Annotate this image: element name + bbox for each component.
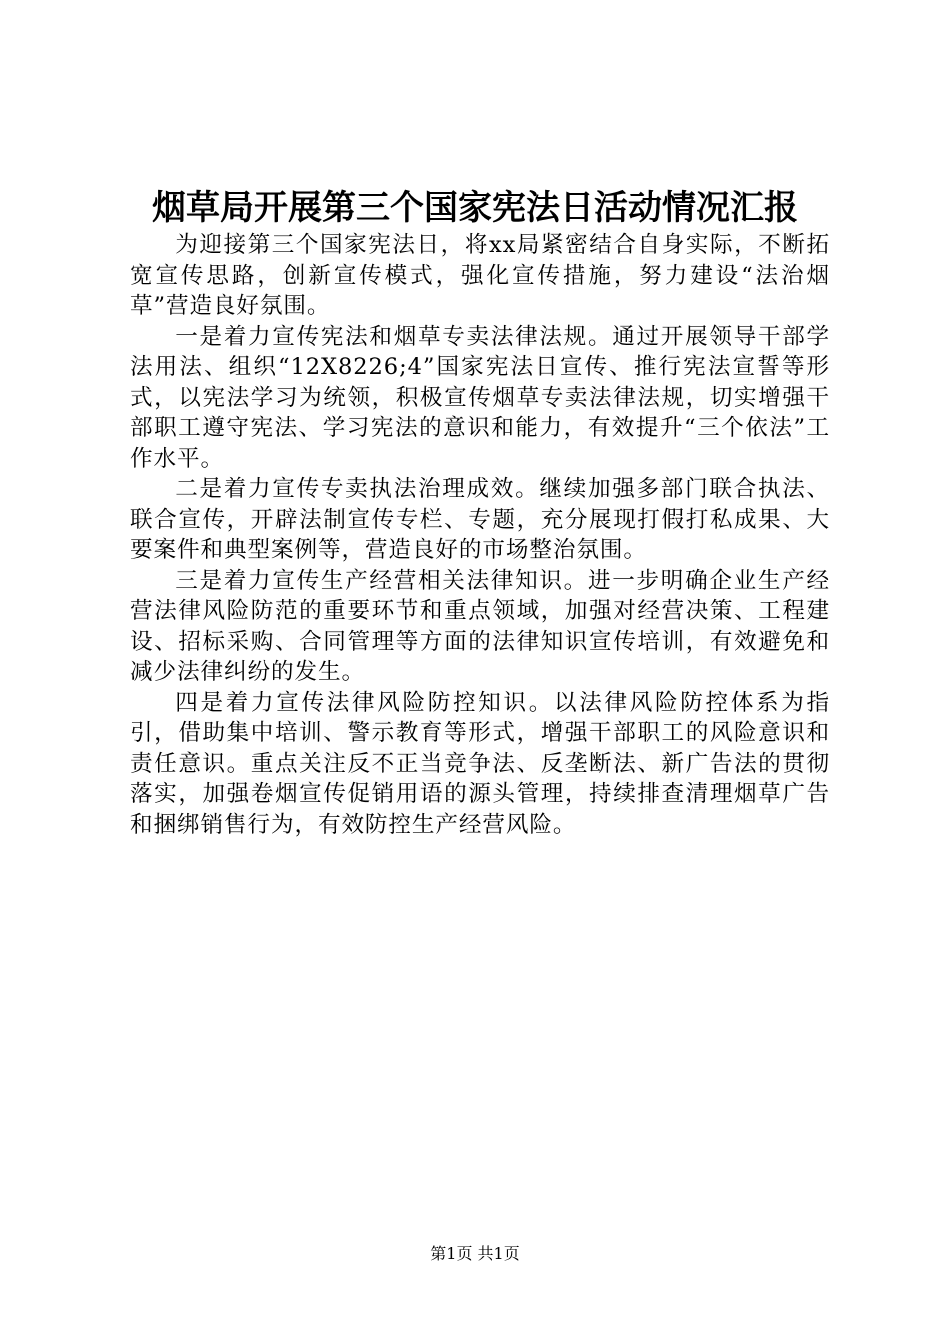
paragraph-point-3: 三是着力宣传生产经营相关法律知识。进一步明确企业生产经营法律风险防范的重要环节和重点领域，加强对经营决策、工程建设、招标采购、合同管理等方面的法律知识宣传培训，有效避免和减少法律纠纷的发生。 (130, 567, 830, 685)
paragraph-point-2: 二是着力宣传专卖执法治理成效。继续加强多部门联合执法、联合宣传，开辟法制宣传专栏、专题，充分展现打假打私成果、大要案件和典型案例等，营造良好的市场整治氛围。 (130, 476, 830, 563)
document-body (130, 230, 830, 840)
paragraph-point-4: 四是着力宣传法律风险防控知识。以法律风险防控体系为指引，借助集中培训、警示教育等形式，增强干部职工的风险意识和责任意识。重点关注反不正当竞争法、反垄断法、新广告法的贯彻落实，加强卷烟宣传促销用语的源头管理，持续排查清理烟草广告和捆绑销售行为，有效防控生产经营风险。 (130, 689, 830, 838)
paragraph-intro: 为迎接第三个国家宪法日，将xx局紧密结合自身实际，不断拓宽宣传思路，创新宣传模式，强化宣传措施，努力建设“法治烟草”营造良好氛围。 (130, 232, 830, 319)
paragraph-point-1: 一是着力宣传宪法和烟草专卖法律法规。通过开展领导干部学法用法、组织“12X8226;4”国家宪法日宣传、推行宪法宣誓等形式，以宪法学习为统领，积极宣传烟草专卖法律法规，切实增强干部职工遵守宪法、学习宪法的意识和能力，有效提升“三个依法”工作水平。 (130, 323, 830, 472)
page-footer: 第1页 共1页 (430, 1244, 520, 1263)
page-title: 烟草局开展第三个国家宪法日活动情况汇报 (152, 188, 798, 228)
